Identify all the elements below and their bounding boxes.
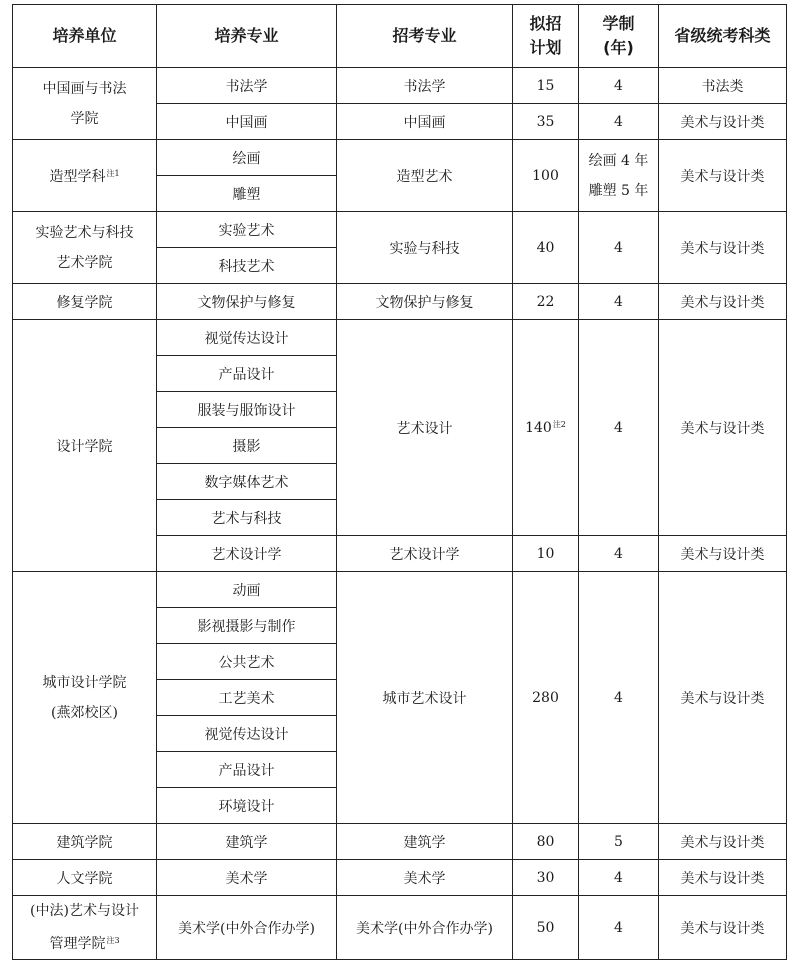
header-years: 学制 (年) bbox=[579, 5, 659, 68]
quota-cell: 280 bbox=[513, 572, 579, 824]
table-row bbox=[13, 860, 787, 896]
years-cell: 4 bbox=[579, 104, 659, 140]
years-cell: 4 bbox=[579, 860, 659, 896]
table-row bbox=[13, 320, 787, 356]
exam-cell: 书法学 bbox=[337, 68, 513, 104]
category-cell: 美术与设计类 bbox=[659, 104, 787, 140]
exam-cell: 建筑学 bbox=[337, 824, 513, 860]
major-cell: 艺术与科技 bbox=[157, 500, 337, 536]
unit-cell: 造型学科$^{注1}$ bbox=[13, 140, 157, 212]
major-cell: 产品设计 bbox=[157, 356, 337, 392]
category-cell: 美术与设计类 bbox=[659, 536, 787, 572]
major-cell: 美术学 bbox=[157, 860, 337, 896]
quota-cell: 40 bbox=[513, 212, 579, 284]
header-unit: 培养单位 bbox=[13, 5, 157, 68]
category-cell: 美术与设计类 bbox=[659, 320, 787, 536]
major-cell: 建筑学 bbox=[157, 824, 337, 860]
header-major: 培养专业 bbox=[157, 5, 337, 68]
exam-cell: 城市艺术设计 bbox=[337, 572, 513, 824]
years-cell: 4 bbox=[579, 536, 659, 572]
header-row bbox=[13, 5, 787, 68]
category-cell: 美术与设计类 bbox=[659, 896, 787, 960]
footnote-marker: 注1 bbox=[106, 168, 120, 178]
major-cell: 动画 bbox=[157, 572, 337, 608]
major-cell: 书法学 bbox=[157, 68, 337, 104]
table-row bbox=[13, 572, 787, 608]
category-cell: 美术与设计类 bbox=[659, 140, 787, 212]
years-cell: 4 bbox=[579, 896, 659, 960]
admissions-table bbox=[12, 4, 787, 960]
category-cell: 美术与设计类 bbox=[659, 860, 787, 896]
major-cell: 实验艺术 bbox=[157, 212, 337, 248]
quota-cell: 80 bbox=[513, 824, 579, 860]
major-cell: 中国画 bbox=[157, 104, 337, 140]
unit-cell: 修复学院 bbox=[13, 284, 157, 320]
exam-cell: 美术学 bbox=[337, 860, 513, 896]
major-cell: 影视摄影与制作 bbox=[157, 608, 337, 644]
major-cell: 艺术设计学 bbox=[157, 536, 337, 572]
major-cell: 美术学(中外合作办学) bbox=[157, 896, 337, 960]
major-cell: 环境设计 bbox=[157, 788, 337, 824]
category-cell: 书法类 bbox=[659, 68, 787, 104]
unit-cell: 实验艺术与科技 艺术学院 bbox=[13, 212, 157, 284]
major-cell: 服装与服饰设计 bbox=[157, 392, 337, 428]
unit-cell: 人文学院 bbox=[13, 860, 157, 896]
header-exam-major: 招考专业 bbox=[337, 5, 513, 68]
quota-cell: 30 bbox=[513, 860, 579, 896]
exam-cell: 造型艺术 bbox=[337, 140, 513, 212]
years-cell: 4 bbox=[579, 320, 659, 536]
table-row bbox=[13, 896, 787, 960]
category-cell: 美术与设计类 bbox=[659, 212, 787, 284]
major-cell: 绘画 bbox=[157, 140, 337, 176]
footnote-marker: 注3 bbox=[106, 936, 120, 945]
unit-cell: 城市设计学院 (燕郊校区) bbox=[13, 572, 157, 824]
unit-cell: 设计学院 bbox=[13, 320, 157, 572]
quota-cell: 10 bbox=[513, 536, 579, 572]
quota-cell: 100 bbox=[513, 140, 579, 212]
category-cell: 美术与设计类 bbox=[659, 824, 787, 860]
quota-cell: 15 bbox=[513, 68, 579, 104]
table-row bbox=[13, 284, 787, 320]
major-cell: 产品设计 bbox=[157, 752, 337, 788]
major-cell: 视觉传达设计 bbox=[157, 320, 337, 356]
major-cell: 公共艺术 bbox=[157, 644, 337, 680]
major-cell: 科技艺术 bbox=[157, 248, 337, 284]
years-cell: 4 bbox=[579, 68, 659, 104]
unit-cell: 建筑学院 bbox=[13, 824, 157, 860]
table-row bbox=[13, 68, 787, 104]
quota-cell: 22 bbox=[513, 284, 579, 320]
exam-cell: 实验与科技 bbox=[337, 212, 513, 284]
major-cell: 文物保护与修复 bbox=[157, 284, 337, 320]
unit-cell: 中国画与书法 学院 bbox=[13, 68, 157, 140]
quota-cell: 50 bbox=[513, 896, 579, 960]
years-cell: 5 bbox=[579, 824, 659, 860]
footnote-marker: 注2 bbox=[552, 420, 566, 429]
years-cell: 4 bbox=[579, 212, 659, 284]
major-cell: 雕塑 bbox=[157, 176, 337, 212]
table-row bbox=[13, 824, 787, 860]
quota-cell: 35 bbox=[513, 104, 579, 140]
table-row bbox=[13, 212, 787, 248]
unit-cell: (中法)艺术与设计 管理学院$^{注3}$ bbox=[13, 896, 157, 960]
years-cell: 4 bbox=[579, 284, 659, 320]
years-cell: 绘画 4 年 雕塑 5 年 bbox=[579, 140, 659, 212]
major-cell: 摄影 bbox=[157, 428, 337, 464]
quota-cell: 140$^{注2}$ bbox=[513, 320, 579, 536]
exam-cell: 文物保护与修复 bbox=[337, 284, 513, 320]
exam-cell: 艺术设计学 bbox=[337, 536, 513, 572]
header-category: 省级统考科类 bbox=[659, 5, 787, 68]
table-row bbox=[13, 140, 787, 176]
exam-cell: 美术学(中外合作办学) bbox=[337, 896, 513, 960]
header-quota: 拟招 计划 bbox=[513, 5, 579, 68]
category-cell: 美术与设计类 bbox=[659, 572, 787, 824]
exam-cell: 中国画 bbox=[337, 104, 513, 140]
major-cell: 视觉传达设计 bbox=[157, 716, 337, 752]
exam-cell: 艺术设计 bbox=[337, 320, 513, 536]
category-cell: 美术与设计类 bbox=[659, 284, 787, 320]
major-cell: 工艺美术 bbox=[157, 680, 337, 716]
major-cell: 数字媒体艺术 bbox=[157, 464, 337, 500]
years-cell: 4 bbox=[579, 572, 659, 824]
